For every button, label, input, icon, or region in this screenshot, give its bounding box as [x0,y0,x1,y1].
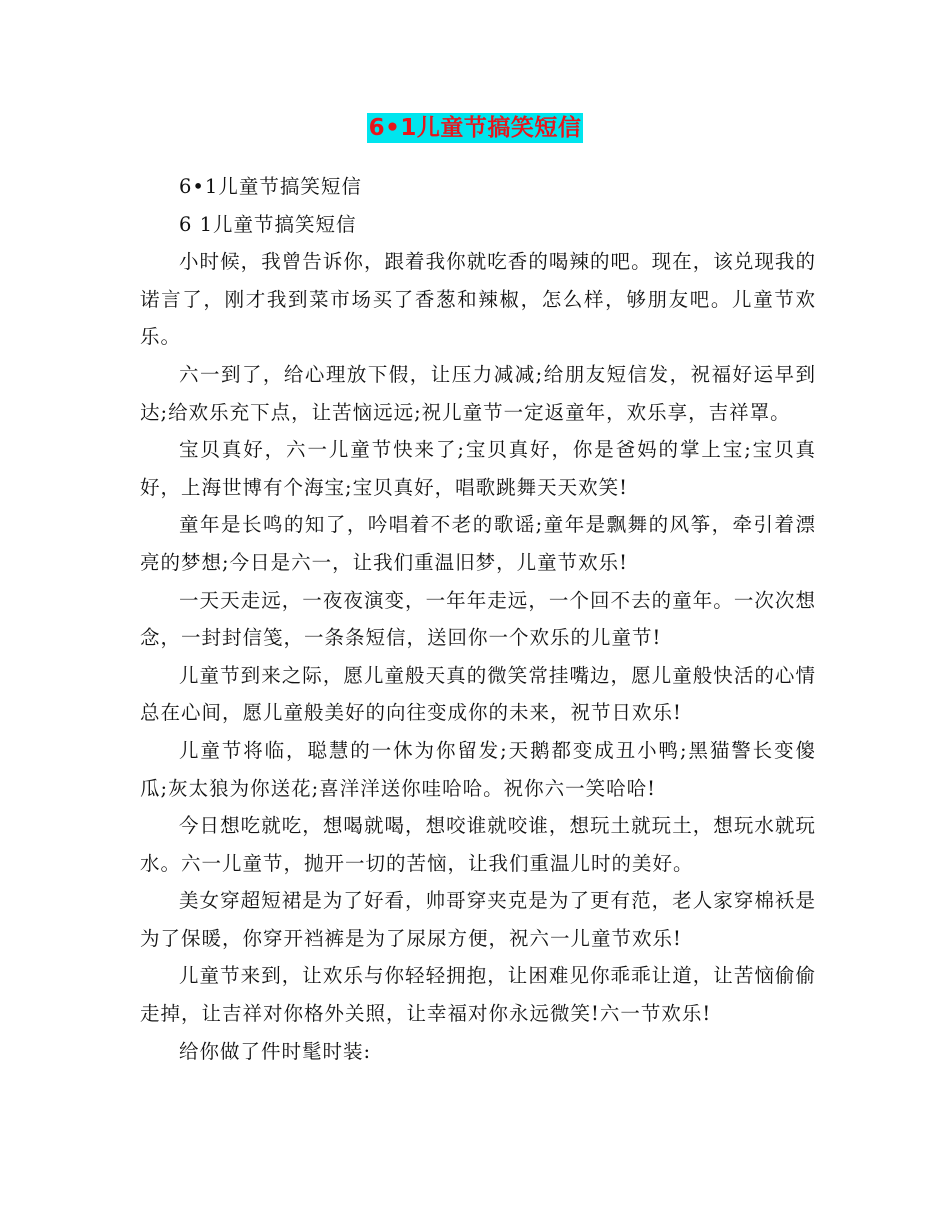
paragraph: 儿童节到来之际，愿儿童般天真的微笑常挂嘴边，愿儿童般快活的心情总在心间，愿儿童般美好的向往变成你的未来，祝节日欢乐! [140,663,816,725]
paragraph: 儿童节将临，聪慧的一休为你留发;天鹅都变成丑小鸭;黑猫警长变傻瓜;灰太狼为你送花;喜洋洋送你哇哈哈。祝你六一笑哈哈! [140,738,816,800]
paragraph: 童年是长鸣的知了，吟唱着不老的歌谣;童年是飘舞的风筝，牵引着漂亮的梦想;今日是六一，让我们重温旧梦，儿童节欢乐! [140,513,816,574]
paragraph: 美女穿超短裙是为了好看，帅哥穿夹克是为了更有范，老人家穿棉袄是为了保暖，你穿开裆裤是为了尿尿方便，祝六一儿童节欢乐! [140,889,816,950]
paragraph: 六一到了，给心理放下假，让压力减减;给朋友短信发，祝福好运早到达;给欢乐充下点，让苦恼远远;祝儿童节一定返童年，欢乐享，吉祥罩。 [140,362,816,424]
paragraph: 给你做了件时髦时装: [179,1039,372,1063]
paragraph: 今日想吃就吃，想喝就喝，想咬谁就咬谁，想玩土就玩土，想玩水就玩水。六一儿童节，抛开一切的苦恼，让我们重温儿时的美好。 [140,814,816,875]
paragraph: 6•1儿童节搞笑短信 [179,175,362,198]
document-title: 6•1儿童节搞笑短信 [368,115,582,141]
document-body [140,168,816,1070]
paragraph: 儿童节来到，让欢乐与你轻轻拥抱，让困难见你乖乖让道，让苦恼偷偷走掉，让吉祥对你格外关照，让幸福对你永远微笑!六一节欢乐! [140,964,816,1026]
paragraph: 6 1儿童节搞笑短信 [179,212,357,236]
paragraph: 小时候，我曾告诉你，跟着我你就吃香的喝辣的吧。现在，该兑现我的诺言了，刚才我到菜市场买了香葱和辣椒，怎么样，够朋友吧。儿童节欢乐。 [140,250,816,349]
paragraph: 宝贝真好，六一儿童节快来了;宝贝真好，你是爸妈的掌上宝;宝贝真好，上海世博有个海宝;宝贝真好，唱歌跳舞天天欢笑! [140,438,816,499]
paragraph: 一天天走远，一夜夜演变，一年年走远，一个回不去的童年。一次次想念，一封封信笺，一条条短信，送回你一个欢乐的儿童节! [140,588,816,650]
title-block [0,113,950,143]
